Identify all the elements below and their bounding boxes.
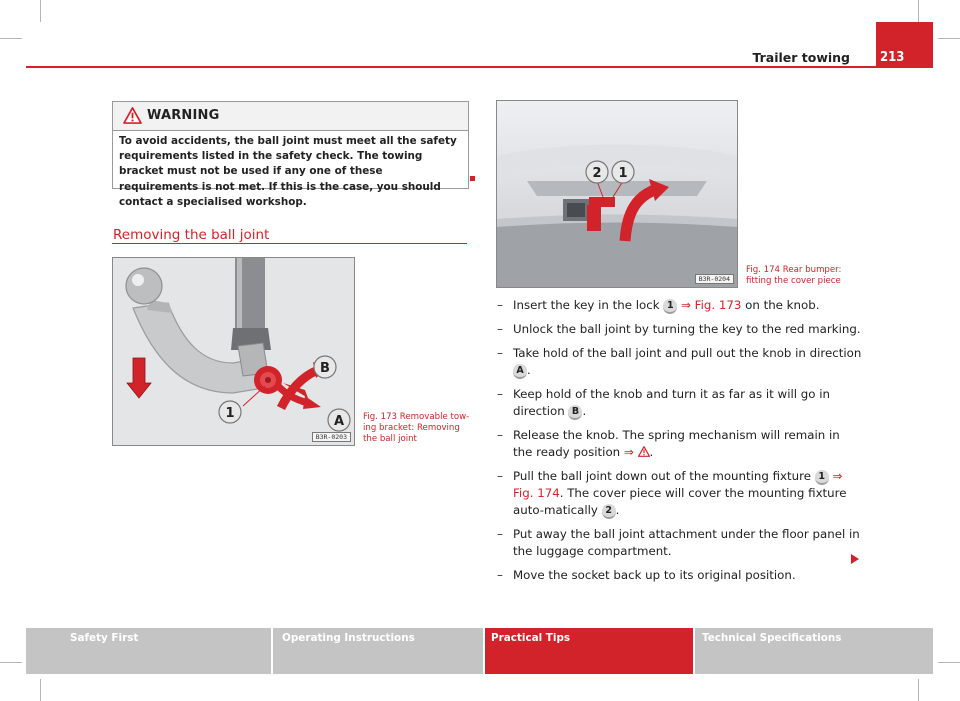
crop-mark [918,0,919,22]
list-dash: – [497,428,503,442]
step-text: Put away the ball joint attachment under the floor panel in the luggage compartment. [513,527,860,558]
callout-badge: 1 [815,470,829,485]
chapter-title: Trailer towing [752,50,850,65]
figure-link[interactable]: ⇒ Fig. 174 [513,469,843,500]
footer-tab-operating-instructions[interactable] [273,628,483,674]
warning-link[interactable]: ⇒ [623,445,634,459]
step-text: Unlock the ball joint by turning the key to the red marking. [513,322,861,336]
crop-mark [938,38,960,39]
warning-box [112,101,469,208]
step-item [497,321,862,338]
crop-mark [40,679,41,701]
footer-tab-technical-specifications[interactable] [695,628,933,674]
figure-label-a: A [333,414,345,429]
step-text: Take hold of the ball joint and pull out the knob in direction [513,346,862,360]
caption-line: ing bracket: Removing [363,423,460,433]
list-dash: – [497,346,503,360]
towbar-illustration [113,258,354,445]
figure-174-image [496,100,738,288]
figure-code: B3R-0204 [695,274,734,284]
footer-tab-label: Technical Specifications [702,632,842,644]
figure-link[interactable]: ⇒ Fig. 173 [681,298,742,312]
warning-title: WARNING [147,108,220,123]
list-dash: – [497,527,503,541]
footer-tab-practical-tips[interactable] [485,628,693,674]
step-item [497,526,862,560]
figure-label-1: 1 [225,406,235,421]
callout-badge: 2 [602,504,616,519]
step-item [497,427,862,461]
section-title: Removing the ball joint [113,227,270,243]
figure-label-2: 2 [592,166,602,181]
instruction-steps [497,297,862,591]
list-dash: – [497,387,503,401]
step-item [497,567,862,584]
step-text: Pull the ball joint down out of the mounting fixture [513,469,815,483]
step-item [497,386,862,420]
crop-mark [0,38,22,39]
continue-arrow-icon [851,554,859,564]
crop-mark [938,662,960,663]
step-text: . [615,503,620,517]
caption-line: Fig. 173 Removable tow- [363,412,470,422]
step-text: Insert the key in the lock [513,298,664,312]
callout-badge: 1 [663,299,677,314]
section-rule [112,243,467,244]
bumper-illustration [497,101,737,287]
figure-173-caption [363,412,473,445]
list-dash: – [497,322,503,336]
step-item [497,468,862,519]
warning-triangle-icon [123,107,142,124]
header-rule [26,66,933,68]
warning-text: To avoid accidents, the ball joint must meet all the safety requirements listed in the safety check. The towing bracket must not be used if any one of these requirements is not met. If this is the case, you should contact a specialised workshop. [119,135,457,208]
list-dash: – [497,469,503,483]
footer-tab-label: Practical Tips [491,632,571,644]
figure-174-caption [746,265,866,287]
warning-header [113,102,468,131]
step-text: Keep hold of the knob and turn it as far as it will go in direction [513,387,831,418]
footer-tab-safety-first[interactable] [26,628,271,674]
caption-line: Fig. 174 Rear bumper: [746,265,842,275]
step-text: Release the knob. The spring mechanism will remain in the ready position [513,428,840,459]
figure-173-image [112,257,355,446]
figure-code: B3R-0203 [312,432,351,442]
step-text: . [527,363,531,377]
figure-label-b: B [320,361,330,376]
figure-label-1: 1 [618,166,628,181]
callout-badge: A [513,364,527,379]
caption-line: fitting the cover piece [746,276,841,286]
step-text: . [582,404,587,418]
list-dash: – [497,298,503,312]
list-dash: – [497,568,503,582]
caption-line: the ball joint [363,434,417,444]
page-number: 213 [880,50,905,65]
footer-tab-label: Operating Instructions [282,632,415,644]
crop-mark [918,679,919,701]
callout-badge: B [568,405,582,420]
section-end-mark [470,176,475,181]
step-item [497,345,862,379]
crop-mark [0,662,22,663]
crop-mark [40,0,41,22]
step-text: on the knob. [741,298,820,312]
footer-tab-label: Safety First [70,632,139,644]
warning-triangle-icon[interactable] [638,446,650,457]
step-text: . [649,445,654,459]
step-item [497,297,862,314]
step-text: . The cover piece will cover the mounting fixture auto-matically [513,486,847,517]
step-text: Move the socket back up to its original position. [513,568,796,582]
